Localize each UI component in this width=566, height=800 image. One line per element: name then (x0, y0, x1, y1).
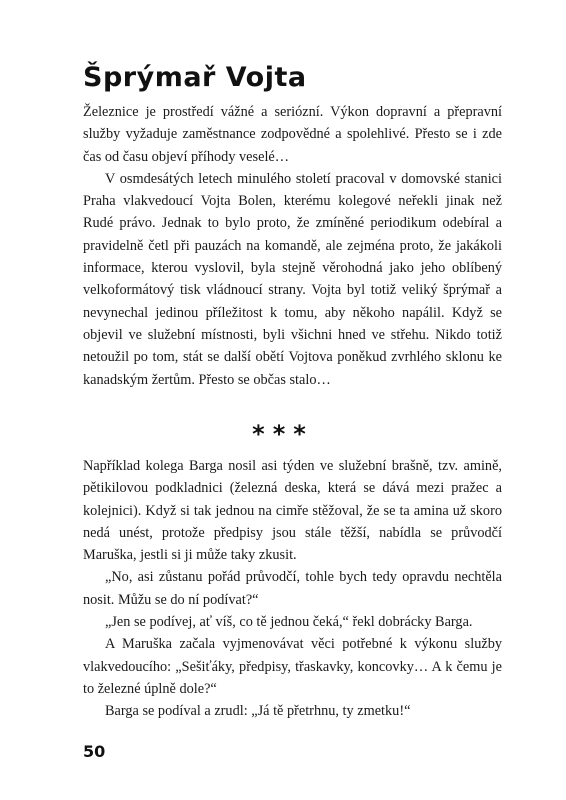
paragraph: Železnice je prostředí vážné a seriózní. Výkon dopravní a přepravní služby vyžaduje zaměstnance zodpovědné a spolehlivé. Přesto se i zde čas od času objeví příhody veselé… (83, 104, 502, 165)
section-1-text (83, 101, 502, 391)
paragraph: A Maruška začala vyjmenovávat věci potřebné k výkonu služby vlakvedoucího: „Sešiťáky, předpisy, třaskavky, koncovky… A k čemu je to železné úplně dole?“ (83, 636, 502, 697)
chapter-title: Šprýmař Vojta (83, 62, 307, 93)
paragraph: V osmdesátých letech minulého století pracoval v domovské stanici Praha vlakvedoucí Vojta Bolen, kterému kolegové neřekli jinak než Rudé právo. Jednak to bylo proto, že zmíněné periodikum odebíral a pravidelně četl při pauzách na komandě, ale zejména proto, že jakákoli informace, kterou vyslovil, byla stejně věrohodná jako jeho oblíbený velkoformátový tisk vládnoucí strany. Vojta byl totiž veliký šprýmař a nevynechal jedinou příležitost k tomu, aby někoho napálil. Když se objevil ve služební místnosti, byli všichni hned ve střehu. Nikdo totiž netoužil po tom, stát se další obětí Vojtova poněkud zvrhlého sklonu ke kanadským žertům. Přesto se občas stalo… (83, 170, 502, 388)
paragraph: Barga se podíval a zrudl: „Já tě přetrhnu, ty zmetku!“ (105, 703, 411, 720)
page-number: 50 (83, 742, 106, 761)
section-2-text (83, 455, 502, 723)
paragraph: Například kolega Barga nosil asi týden ve služební brašně, tzv. amině, pětikilovou podkladnici (železná deska, která se dává mezi pražec a kolejnici). Když si tak jednou na cimře stěžoval, že se ta amina už skoro nedá unést, protože předpisy jsou stále těžší, nabídla se průvodčí Maruška, jestli si ji může taky zkusit. (83, 458, 502, 564)
paragraph: „Jen se podívej, ať víš, co tě jednou čeká,“ řekl dobrácky Barga. (105, 614, 473, 631)
section-separator: *** (252, 420, 314, 448)
paragraph: „No, asi zůstanu pořád průvodčí, tohle bych tedy opravdu nechtěla nosit. Můžu se do ní podívat?“ (83, 569, 502, 608)
